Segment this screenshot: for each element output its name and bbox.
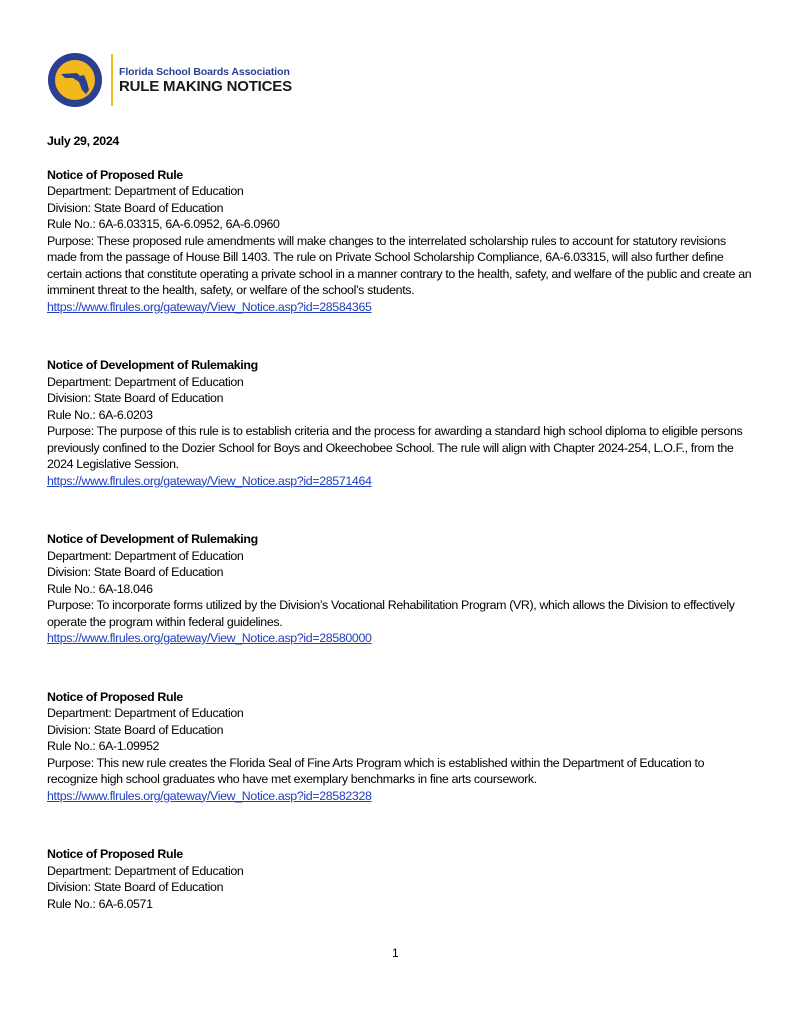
notice-division: Division: State Board of Education: [47, 391, 224, 405]
notice-division: Division: State Board of Education: [47, 880, 224, 894]
fsba-seal-icon: [47, 52, 103, 108]
notice-item: [47, 531, 757, 647]
notice-division: Division: State Board of Education: [47, 565, 224, 579]
notice-division: Division: State Board of Education: [47, 722, 224, 737]
notice-rule-no: Rule No.: 6A-6.0203: [47, 407, 153, 422]
notice-department: Department: Department of Education: [47, 184, 244, 198]
notice-department: Department: Department of Education: [47, 374, 244, 389]
notice-department: Department: Department of Education: [47, 863, 244, 878]
notice-type: Notice of Proposed Rule: [47, 167, 183, 182]
notice-rule-no: Rule No.: 6A-6.0571: [47, 896, 153, 911]
header-divider: [111, 54, 113, 106]
notice-rule-no: Rule No.: 6A-1.09952: [47, 739, 160, 753]
notice-department: Department: Department of Education: [47, 706, 244, 720]
notice-purpose: Purpose: This new rule creates the Florida Seal of Fine Arts Program which is established within the Department of Education to recognize high school graduates who have met exemplary benchmarks in fine arts coursework.: [47, 755, 705, 786]
notice-type: Notice of Development of Rulemaking: [47, 532, 258, 546]
notice-type: Notice of Development of Rulemaking: [47, 358, 258, 372]
notice-department: Department: Department of Education: [47, 548, 244, 563]
notice-purpose: Purpose: These proposed rule amendments will make changes to the interrelated scholarship rules to account for statutory revisions made from the passage of House Bill 1403. The rule on Private School Scholarship Compliance, 6A-6.03315, will also further define certain actions that constitute operating a private school in a manner contrary to the health, safety, and welfare of the public and create an imminent threat to the health, safety, or welfare of the school’s students.: [47, 233, 752, 297]
header-title: RULE MAKING NOTICES: [119, 77, 292, 95]
page-number: 1: [392, 946, 399, 960]
notice-type: Notice of Proposed Rule: [47, 689, 183, 704]
notice-item: [47, 167, 757, 316]
notice-item: [47, 689, 757, 805]
notice-division: Division: State Board of Education: [47, 200, 224, 215]
notice-link[interactable]: https://www.flrules.org/gateway/View_Notice.asp?id=28582328: [47, 788, 372, 803]
notice-link[interactable]: https://www.flrules.org/gateway/View_Notice.asp?id=28571464: [47, 473, 372, 488]
notice-item: [47, 357, 757, 489]
notice-type: Notice of Proposed Rule: [47, 847, 183, 861]
org-name: Florida School Boards Association: [119, 65, 290, 78]
document-body: [47, 133, 757, 954]
notice-date: July 29, 2024: [47, 134, 119, 148]
notice-item: [47, 846, 757, 912]
notice-rule-no: Rule No.: 6A-6.03315, 6A-6.0952, 6A-6.0960: [47, 217, 280, 231]
header: [47, 50, 292, 110]
notice-purpose: Purpose: To incorporate forms utilized by the Division’s Vocational Rehabilitation Program (VR), which allows the Division to effectively operate the program within federal guidelines.: [47, 598, 735, 629]
notice-purpose: Purpose: The purpose of this rule is to establish criteria and the process for awarding a standard high school diploma to eligible persons previously confined to the Dozier School for Boys and Okeechobee School. The rule will align with Chapter 2024-254, L.O.F., from the 2024 Legislative Session.: [47, 424, 743, 471]
notice-link[interactable]: https://www.flrules.org/gateway/View_Notice.asp?id=28584365: [47, 299, 372, 314]
notice-rule-no: Rule No.: 6A-18.046: [47, 581, 153, 596]
notice-link[interactable]: https://www.flrules.org/gateway/View_Notice.asp?id=28580000: [47, 631, 372, 645]
